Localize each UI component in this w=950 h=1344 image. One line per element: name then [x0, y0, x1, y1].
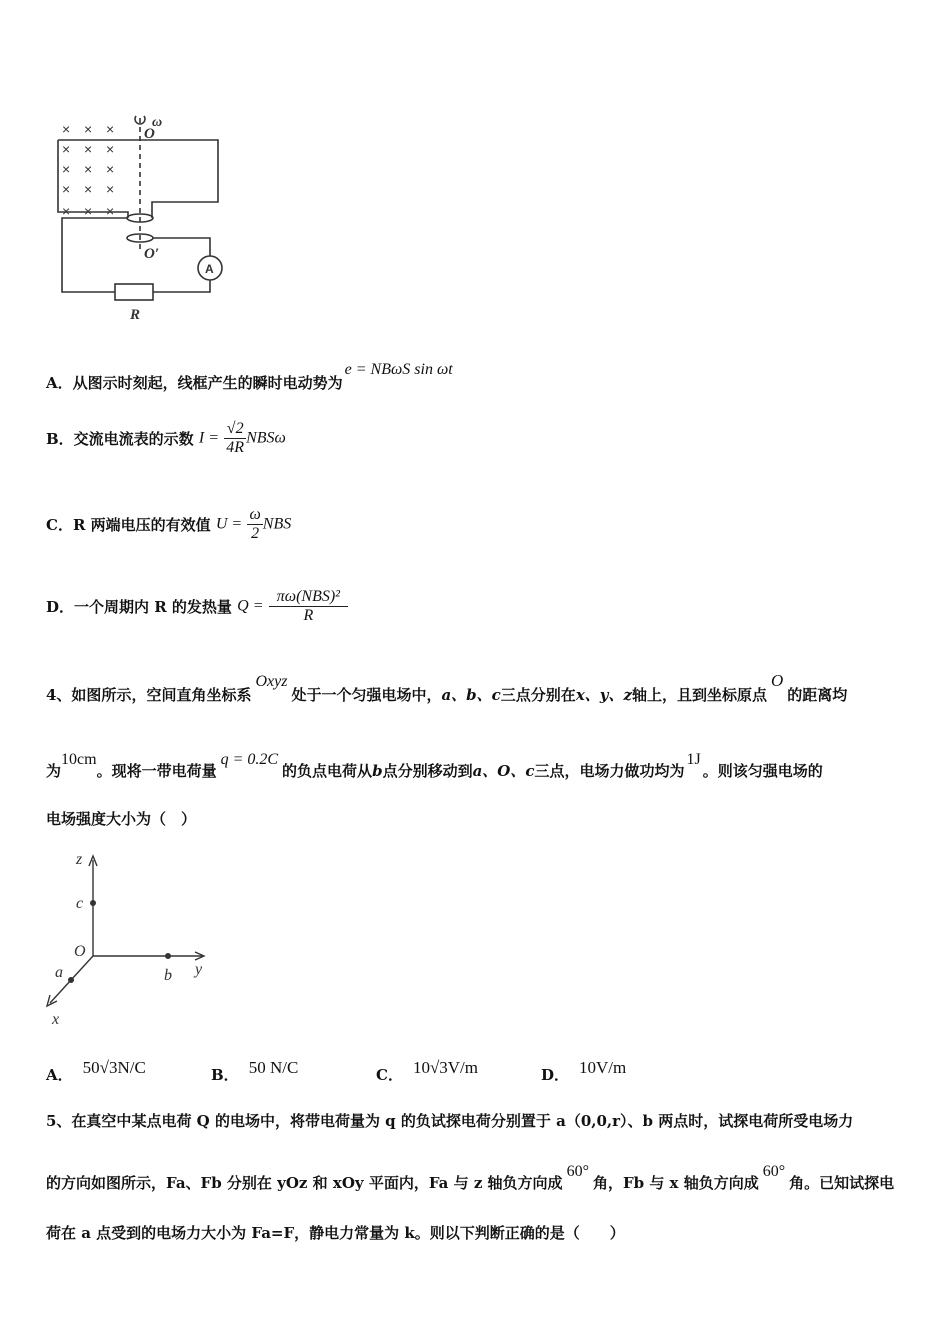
option-c-lhs: U =: [215, 515, 243, 533]
field-cross: ×: [84, 121, 93, 137]
field-cross: ×: [62, 121, 71, 137]
q5-text: 角，Fb 与 x 轴负方向成: [592, 1174, 759, 1192]
q4-text: 三点分别在: [500, 686, 576, 704]
point-c: [90, 900, 96, 906]
q4-option-a-label: A．: [46, 1066, 73, 1084]
q4-points-aoc: a、O、c: [472, 762, 535, 780]
q4-text: 处于一个匀强电场中，: [291, 686, 442, 704]
option-b-numerator: √2: [224, 420, 246, 439]
coordinate-axes-figure: [40, 848, 220, 1033]
label-O: O: [144, 126, 155, 142]
label-omega: ω: [152, 115, 163, 130]
field-cross: ×: [62, 181, 71, 197]
label-a: a: [55, 964, 63, 981]
q5-text: 5、在真空中某点电荷 Q 的电场中，将带电荷量为 q 的负试探电荷分别置于 a（0,0,r）、b 两点时，试探电荷所受电场力: [46, 1112, 854, 1130]
circuit-wire-left: [62, 218, 127, 292]
field-cross: ×: [106, 141, 115, 157]
field-cross: ×: [106, 161, 115, 177]
field-cross: ×: [62, 203, 71, 219]
q5-line-2: [46, 1163, 895, 1193]
option-b-label: B．交流电流表的示数: [46, 430, 194, 448]
circuit-wire-right: [153, 238, 210, 256]
q4-option-d-value: 10V/m: [579, 1058, 627, 1077]
label-c: c: [76, 895, 84, 912]
field-cross: ×: [106, 181, 115, 197]
q4-text: 。则该匀强电场的: [702, 762, 823, 780]
q4-text: 三点，电场力做功均为: [534, 762, 685, 780]
label-z: z: [76, 851, 83, 868]
q4-math-origin: O: [771, 671, 784, 690]
field-cross: ×: [84, 181, 93, 197]
q4-option-a-value: 50√3N/C: [82, 1058, 146, 1077]
field-cross: ×: [62, 161, 71, 177]
field-cross: ×: [62, 141, 71, 157]
point-b: [165, 953, 171, 959]
option-d-label: D．一个周期内 R 的发热量: [46, 598, 232, 616]
q4-option-c[interactable]: [376, 1058, 479, 1085]
q5-math-angle-a: 60°: [566, 1163, 589, 1180]
option-d-numerator: πω(NBS)²: [269, 588, 348, 607]
q4-line-2: [46, 751, 823, 781]
q4-line-1: [46, 671, 848, 705]
field-cross: ×: [84, 203, 93, 219]
q4-option-b[interactable]: [211, 1058, 299, 1085]
q4-text: 轴上，且到坐标原点: [632, 686, 768, 704]
option-c-denominator: 2: [251, 525, 260, 542]
label-O-prime: O′: [144, 246, 160, 262]
q4-text: 的负点电荷从: [282, 762, 373, 780]
q5-text: 的方向如图所示，Fa、Fb 分别在 yOz 和 xOy 平面内，Fa 与 z 轴负方向成: [46, 1174, 563, 1192]
resistor: [115, 284, 153, 300]
q4-points: a、b、c: [441, 686, 501, 704]
option-c-prev: [46, 506, 291, 543]
field-cross: ×: [84, 161, 93, 177]
label-b: b: [164, 967, 172, 984]
q4-math-distance: 10cm: [61, 751, 97, 768]
q4-text: 电场强度大小为（ ）: [46, 810, 197, 828]
q4-line-3: [46, 808, 196, 829]
q4-option-a[interactable]: [46, 1058, 146, 1085]
option-a-formula: e = NBωS sin ωt: [344, 361, 453, 378]
magnetic-field-crosses: [62, 121, 114, 219]
q5-text: 角。已知试探电: [789, 1174, 895, 1192]
ammeter-label: A: [205, 262, 214, 276]
option-c-numerator: ω: [249, 506, 261, 523]
circuit-wire-bottom: [153, 280, 210, 292]
q4-option-c-value: 10√3V/m: [412, 1058, 479, 1077]
q4-option-c-label: C．: [376, 1066, 403, 1084]
field-cross: ×: [106, 203, 115, 219]
coil-circuit-figure: [40, 110, 240, 325]
q5-math-angle-b: 60°: [762, 1163, 786, 1180]
q4-text: 点分别移动到: [382, 762, 473, 780]
q4-option-d-label: D．: [541, 1066, 570, 1084]
option-a-prev: [46, 361, 453, 393]
option-d-denominator: R: [303, 607, 314, 624]
q4-text: 4、如图所示，空间直角坐标系: [46, 686, 252, 704]
q4-point-b: b: [372, 762, 383, 780]
q4-option-b-value: 50 N/C: [248, 1058, 299, 1077]
field-cross: ×: [84, 141, 93, 157]
q4-axes: x、y、z: [575, 686, 632, 704]
option-c-rhs: NBS: [262, 515, 292, 533]
field-cross: ×: [106, 121, 115, 137]
q4-math-work: 1J: [686, 751, 701, 768]
option-d-lhs: Q =: [237, 597, 264, 615]
label-O: O: [74, 943, 86, 960]
q5-line-3: [46, 1222, 625, 1243]
label-y: y: [195, 961, 203, 978]
q4-text: 为: [46, 762, 62, 780]
resistor-label: R: [130, 307, 141, 323]
q4-option-d[interactable]: [541, 1058, 627, 1085]
option-a-label: A．从图示时刻起，线框产生的瞬时电动势为: [46, 374, 343, 392]
q5-line-1: [46, 1110, 853, 1131]
q5-text: 荷在 a 点受到的电场力大小为 Fa=F，静电力常量为 k。则以下判断正确的是（ ）: [46, 1224, 625, 1242]
option-b-lhs: I =: [198, 429, 220, 447]
q4-text: 。现将一带电荷量: [96, 762, 217, 780]
option-b-rhs: NBSω: [246, 429, 286, 447]
option-d-prev: [46, 588, 348, 625]
q4-math-charge: q = 0.2C: [220, 751, 279, 768]
coil-frame: [58, 140, 218, 218]
q4-option-b-label: B．: [211, 1066, 239, 1084]
option-b-prev: [46, 420, 286, 457]
q4-math-oxyz: Oxyz: [255, 673, 288, 690]
label-x: x: [52, 1011, 60, 1028]
q4-text: 的距离均: [787, 686, 848, 704]
option-b-denominator: 4R: [226, 439, 245, 456]
point-a: [68, 977, 74, 983]
option-c-label: C．R 两端电压的有效值: [46, 516, 211, 534]
